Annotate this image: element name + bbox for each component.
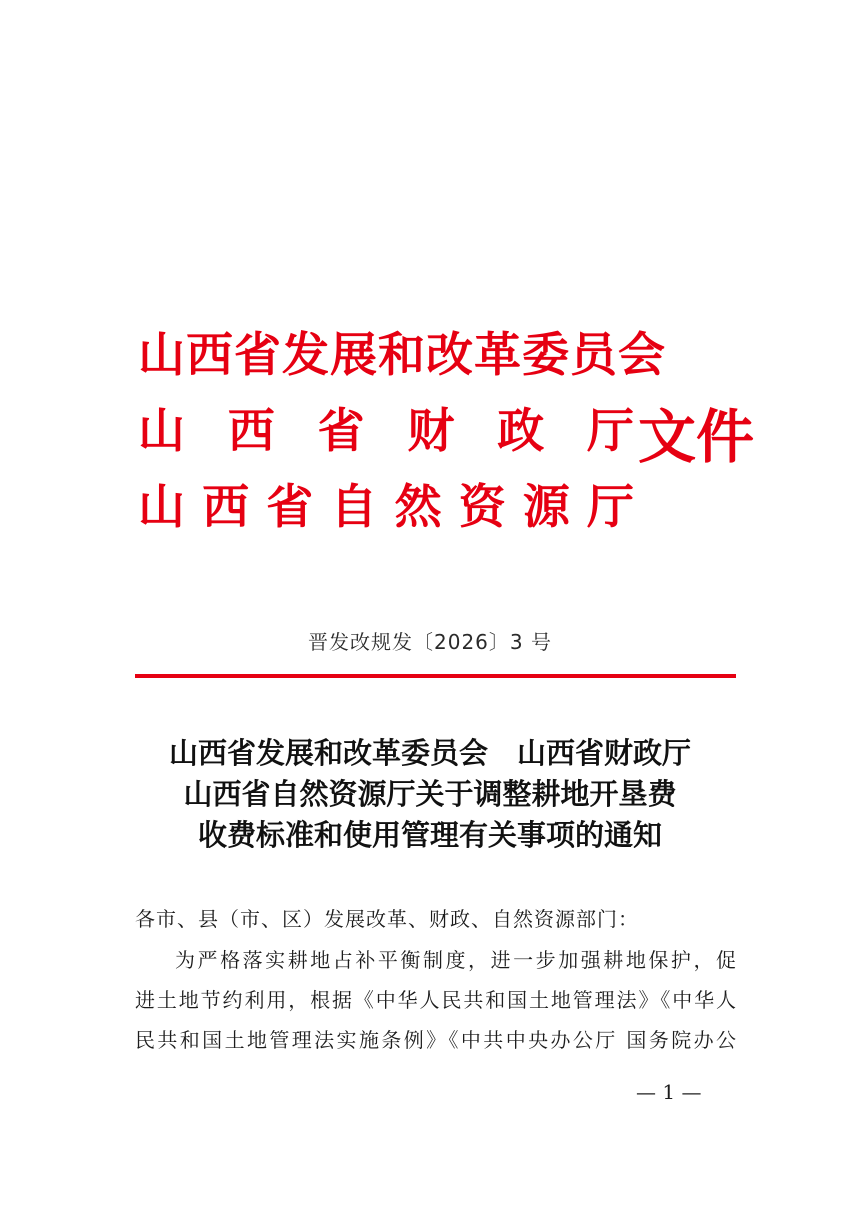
salutation: 各市、县（市、区）发展改革、财政、自然资源部门： <box>135 907 639 931</box>
issuer-char: 西 <box>227 404 275 459</box>
issuer-block <box>138 318 758 548</box>
page-number: — 1 — <box>636 1080 702 1104</box>
notice-title <box>100 733 760 856</box>
issuer-char: 山 <box>138 480 185 535</box>
issuer-natural-resources-department <box>138 480 634 536</box>
document-number: 晋发改规发〔2026〕3 号 <box>308 630 552 654</box>
issuer-char: 省 <box>266 480 314 535</box>
issuer-char: 厅 <box>586 480 634 535</box>
title-line: 山西省发展和改革委员会 山西省财政厅 <box>168 736 691 770</box>
issuer-char: 省 <box>317 404 365 459</box>
issuer-char: 西 <box>202 480 250 535</box>
issuer-char: 山 <box>138 404 185 459</box>
red-divider-line <box>135 674 736 678</box>
issuer-finance-department <box>138 404 634 460</box>
issuer-char: 资 <box>458 480 506 535</box>
issuer-char: 政 <box>497 404 545 459</box>
issuer-char: 自 <box>330 480 378 535</box>
body-line: 进土地节约利用，根据《中华人民共和国土地管理法》《中华人 <box>135 988 737 1012</box>
issuer-development-reform-commission: 山西省发展和改革委员会 <box>138 328 666 383</box>
issuer-char: 厅 <box>586 404 634 459</box>
title-line: 山西省自然资源厅关于调整耕地开垦费 <box>183 777 677 811</box>
document-type-label: 文件 <box>638 403 755 471</box>
body-line: 为严格落实耕地占补平衡制度，进一步加强耕地保护，促 <box>175 948 737 972</box>
body-line: 民共和国土地管理法实施条例》《中共中央办公厅 国务院办公 <box>135 1028 737 1052</box>
issuer-char: 财 <box>407 404 455 459</box>
body-paragraph <box>135 944 737 1064</box>
title-line: 收费标准和使用管理有关事项的通知 <box>197 818 662 852</box>
issuer-char: 然 <box>394 480 442 535</box>
issuer-char: 源 <box>522 480 570 535</box>
